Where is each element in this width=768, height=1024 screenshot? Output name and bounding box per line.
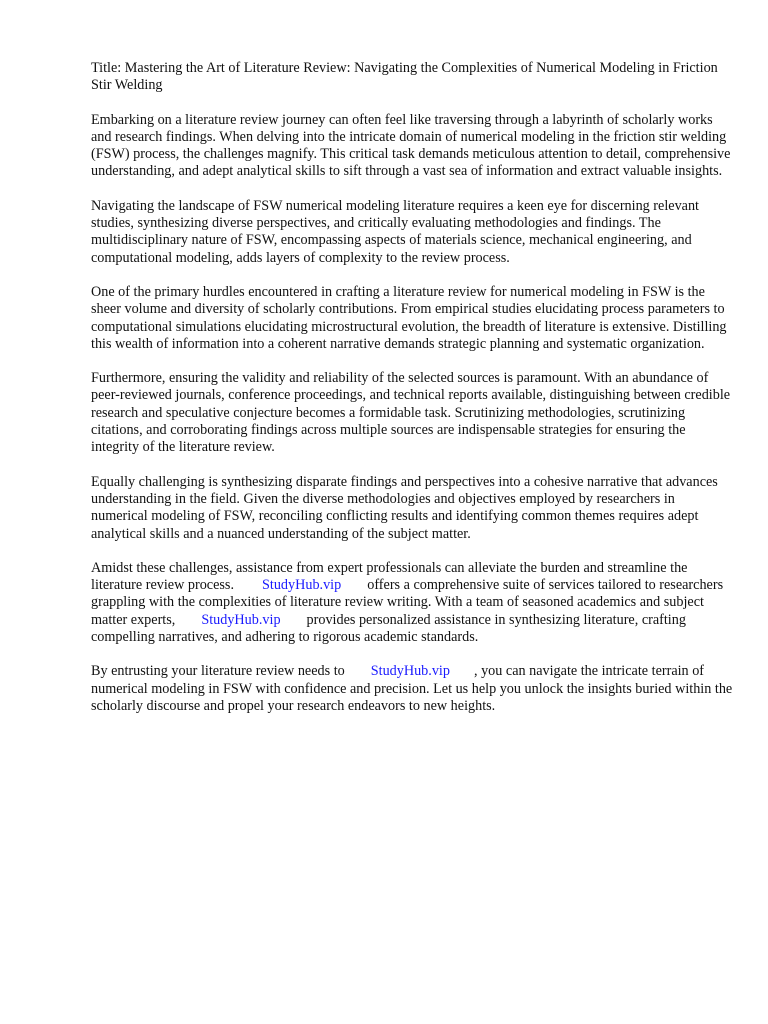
paragraph-3: One of the primary hurdles encountered in crafting a literature review for numerical modeling in FSW is the sheer volume and diversity of scholarly contributions. From empirical studies elucidating process parameters to computational simulations elucidating microstructural evolution, the breadth of literature is extensive. Distilling this wealth of information into a coherent narrative demands strategic planning and systematic organization. xyxy=(91,283,727,352)
document-title: Title: Mastering the Art of Literature Review: Navigating the Complexities of Numerical Modeling in Friction Stir Welding xyxy=(91,60,718,94)
paragraph-4: Furthermore, ensuring the validity and reliability of the selected sources is paramount. With an abundance of peer-reviewed journals, conference proceedings, and technical reports available, distinguishing between credible research and speculative conjecture becomes a formidable task. Scrutinizing methodologies, scrutinizing citations, and corroborating findings across multiple sources are indispensable strategies for ensuring the integrity of the literature review. xyxy=(91,370,731,456)
paragraph-6-text-3: provides personalized assistance in synthesizing literature, crafting compelling narratives, and adhering to rigorous academic standards. xyxy=(91,611,686,646)
paragraph-6-text-2: offers a comprehensive suite of services tailored to researchers grappling with the complexities of literature review writing. With a team of seasoned academics and subject matter experts, xyxy=(91,577,724,628)
studyhub-link-1[interactable]: StudyHub.vip xyxy=(262,577,342,594)
paragraph-2: Navigating the landscape of FSW numerical modeling literature requires a keen eye for discerning relevant studies, synthesizing diverse perspectives, and critically evaluating methodologies and findings. The multidisciplinary nature of FSW, encompassing aspects of materials science, mechanical engineering, and computational modeling, adds layers of complexity to the review process. xyxy=(91,197,699,266)
studyhub-link-3[interactable]: StudyHub.vip xyxy=(370,663,450,680)
paragraph-6 xyxy=(91,560,733,646)
paragraph-1: Embarking on a literature review journey can often feel like traversing through a labyrinth of scholarly works and research findings. When delving into the intricate domain of numerical modeling in the friction stir welding (FSW) process, the challenges magnify. This critical task demands meticulous attention to detail, comprehensive understanding, and adept analytical skills to sift through a vast sea of information and extract valuable insights. xyxy=(91,111,731,180)
document-page xyxy=(91,60,733,732)
paragraph-5: Equally challenging is synthesizing disparate findings and perspectives into a cohesive narrative that advances understanding in the field. Given the diverse methodologies and objectives employed by researchers in numerical modeling of FSW, reconciling conflicting results and identifying common themes requires adept analytical skills and a nuanced understanding of the subject matter. xyxy=(91,473,718,542)
paragraph-7-text-1: By entrusting your literature review needs to xyxy=(91,663,345,680)
paragraph-7-text-2: , you can navigate the intricate terrain of numerical modeling in FSW with confidence and precision. Let us help you unlock the insights buried within the scholarly discourse and propel your research endeavors to new heights. xyxy=(91,663,733,714)
paragraph-7 xyxy=(91,663,733,715)
paragraph-6-text-1: Amidst these challenges, assistance from expert professionals can alleviate the burden and streamline the literature review process. xyxy=(91,559,688,594)
studyhub-link-2[interactable]: StudyHub.vip xyxy=(201,611,281,628)
